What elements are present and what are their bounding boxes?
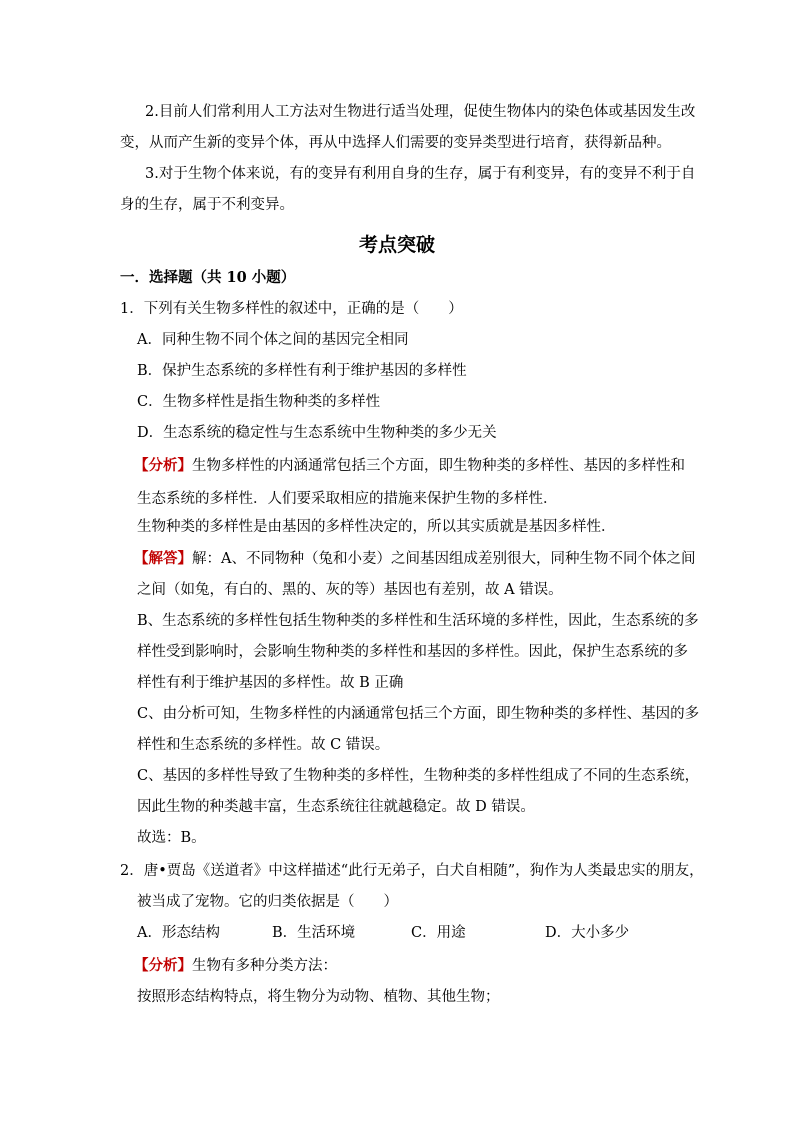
question-1-answer-line-7: 样性和生态系统的多样性。故 C 错误。 <box>137 737 390 753</box>
question-1-option-a: A．同种生物不同个体之间的基因完全相同 <box>137 332 409 348</box>
question-2-option-c: C．用途 <box>411 925 466 941</box>
intro-point-3-line-2: 身的生存，属于不利变异。 <box>120 197 294 213</box>
answer-tag: 【解答】 <box>134 550 192 567</box>
question-2-option-d: D．大小多少 <box>545 925 630 941</box>
question-1-answer-line-8: C、基因的多样性导致了生物种类的多样性，生物种类的多样性组成了不同的生态系统， <box>137 768 700 784</box>
question-1-option-c: C．生物多样性是指生物种类的多样性 <box>137 394 381 410</box>
question-1-stem: 1．下列有关生物多样性的叙述中，正确的是（ ） <box>120 301 463 317</box>
question-section-title: 一．选择题（共 10 小题） <box>120 269 296 286</box>
intro-point-2-line-2: 变，从而产生新的变异个体，再从中选择人们需要的变异类型进行培育，获得新品种。 <box>120 135 671 151</box>
intro-point-2-line-1: 2.目前人们常利用人工方法对生物进行适当处理，促使生物体内的染色体或基因发生改 <box>145 104 696 120</box>
question-1-answer-line-9: 因此生物的种类越丰富，生态系统往往就越稳定。故 D 错误。 <box>137 799 535 815</box>
question-1-analysis-line-3: 生物种类的多样性是由基因的多样性决定的，所以其实质就是基因多样性． <box>137 519 616 535</box>
question-2-option-b: B．生活环境 <box>272 925 356 941</box>
question-1-answer-line-3: B、生态系统的多样性包括生物种类的多样性和生活环境的多样性，因此，生态系统的多 <box>137 613 699 629</box>
question-1-answer-line-2: 之间（如兔，有白的、黑的、灰的等）基因也有差别，故 A 错误。 <box>137 582 563 598</box>
question-1-analysis-line-2: 生态系统的多样性．人们要采取相应的措施来保护生物的多样性． <box>137 491 558 507</box>
question-2-option-a: A．形态结构 <box>137 925 220 941</box>
question-2-stem-line-1: 2．唐•贾岛《送道者》中这样描述“此行无弟子，白犬自相随”，狗作为人类最忠实的朋友， <box>120 863 704 879</box>
answer-text: 解：A、不同物种（兔和小麦）之间基因组成差别很大，同种生物不同个体之间 <box>192 551 696 567</box>
question-1-option-b: B．保护生态系统的多样性有利于维护基因的多样性 <box>137 363 467 379</box>
question-1-answer-line-5: 样性有利于维护基因的多样性。故 B 正确 <box>137 675 404 691</box>
question-1-choice: 故选：B。 <box>137 830 206 846</box>
question-1-answer-line-6: C、由分析可知，生物多样性的内涵通常包括三个方面，即生物种类的多样性、基因的多 <box>137 706 700 722</box>
question-2-analysis-line-1 <box>134 955 337 977</box>
question-2-stem-line-2: 被当成了宠物。它的归类依据是（ ） <box>137 894 398 910</box>
question-2-analysis-line-2: 按照形态结构特点，将生物分为动物、植物、其他生物； <box>137 989 500 1005</box>
intro-point-3-line-1: 3.对于生物个体来说，有的变异有利用自身的生存，属于有利变异，有的变异不利于自 <box>145 166 696 182</box>
section-heading: 考点突破 <box>358 234 435 256</box>
question-1-answer-line-1 <box>134 548 695 570</box>
question-1-analysis-line-1 <box>134 455 685 477</box>
analysis-text: 生物多样性的内涵通常包括三个方面，即生物种类的多样性、基因的多样性和 <box>192 458 685 474</box>
analysis-text: 生物有多种分类方法： <box>192 958 337 974</box>
question-1-option-d: D．生态系统的稳定性与生态系统中生物种类的多少无关 <box>137 425 497 441</box>
analysis-tag: 【分析】 <box>134 457 192 474</box>
analysis-tag: 【分析】 <box>134 957 192 974</box>
question-1-answer-line-4: 样性受到影响时，会影响生物种类的多样性和基因的多样性。因此，保护生态系统的多 <box>137 644 688 660</box>
